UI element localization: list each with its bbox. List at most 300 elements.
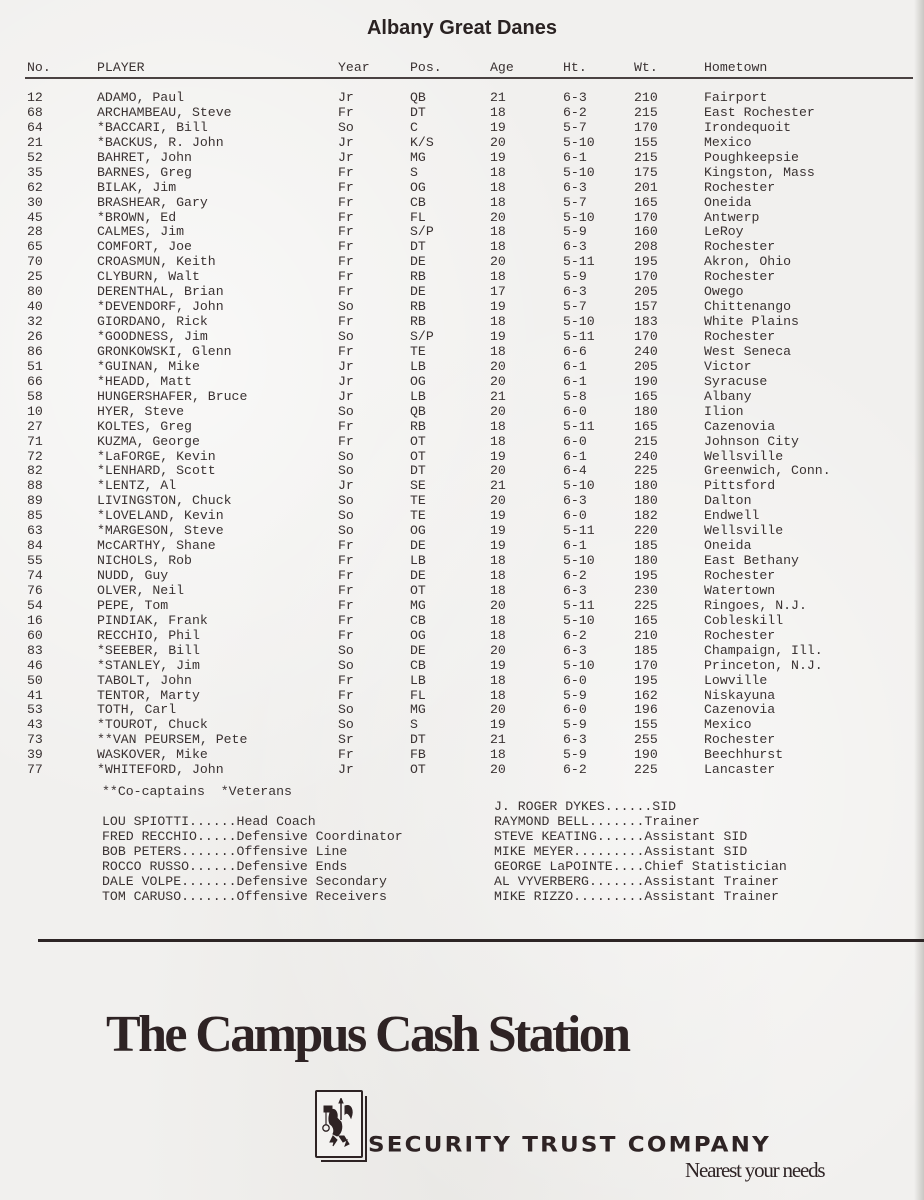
player-hometown: Lowville (704, 672, 768, 688)
player-number: 88 (27, 478, 43, 494)
player-number: 82 (27, 463, 43, 479)
player-name: CALMES, Jim (97, 224, 185, 240)
player-hometown: West Seneca (704, 343, 792, 359)
player-position: TE (410, 493, 426, 509)
player-position: LB (410, 553, 426, 569)
table-row (0, 538, 924, 553)
staff-entry: AL VYVERBERG.......Assistant Trainer (494, 874, 779, 889)
player-position: LB (410, 672, 426, 688)
player-position: DE (410, 254, 426, 270)
player-year: Fr (338, 269, 354, 285)
player-weight: 183 (634, 314, 658, 330)
player-height: 5-10 (563, 209, 595, 225)
player-hometown: Rochester (704, 568, 776, 583)
player-name: *LOVELAND, Kevin (97, 508, 224, 524)
company-name: SECURITY TRUST COMPANY (368, 1133, 771, 1157)
player-position: QB (410, 90, 426, 105)
table-row (0, 747, 924, 762)
player-age: 20 (490, 358, 506, 374)
player-hometown: Rochester (704, 179, 776, 195)
player-weight: 240 (634, 448, 658, 464)
player-name: RECCHIO, Phil (97, 627, 200, 643)
player-year: So (338, 523, 354, 539)
player-number: 84 (27, 538, 43, 554)
player-number: 68 (27, 104, 43, 120)
player-number: 35 (27, 164, 43, 180)
roster-legend: **Co-captains *Veterans (102, 784, 292, 799)
player-weight: 165 (634, 194, 658, 210)
player-number: 66 (27, 373, 43, 389)
player-weight: 195 (634, 568, 658, 583)
player-weight: 170 (634, 657, 658, 673)
player-age: 21 (490, 478, 506, 494)
player-age: 18 (490, 747, 506, 763)
player-hometown: Greenwich, Conn. (704, 463, 831, 479)
player-name: HYER, Steve (97, 403, 185, 419)
player-height: 6-1 (563, 149, 587, 165)
player-weight: 195 (634, 672, 658, 688)
player-weight: 225 (634, 597, 658, 613)
player-number: 45 (27, 209, 43, 225)
table-row (0, 135, 924, 150)
ad-headline: The Campus Cash Station (106, 1006, 629, 1063)
player-hometown: Albany (704, 388, 752, 404)
player-year: Fr (338, 254, 354, 270)
player-name: ADAMO, Paul (97, 90, 185, 105)
player-position: LB (410, 388, 426, 404)
player-weight: 225 (634, 762, 658, 778)
player-year: Fr (338, 582, 354, 598)
player-name: TABOLT, John (97, 672, 192, 688)
player-position: CB (410, 194, 426, 210)
player-hometown: Lancaster (704, 762, 776, 778)
player-year: Fr (338, 687, 354, 703)
player-age: 19 (490, 149, 506, 165)
player-height: 6-3 (563, 239, 587, 255)
player-height: 5-9 (563, 687, 587, 703)
player-hometown: White Plains (704, 314, 799, 330)
player-weight: 175 (634, 164, 658, 180)
player-name: PINDIAK, Frank (97, 612, 208, 628)
player-hometown: Owego (704, 284, 744, 300)
table-row (0, 254, 924, 269)
player-year: So (338, 508, 354, 524)
player-age: 18 (490, 553, 506, 569)
player-number: 83 (27, 642, 43, 658)
header-hometown: Hometown (704, 60, 768, 75)
player-name: McCARTHY, Shane (97, 538, 216, 554)
player-year: Jr (338, 478, 354, 494)
player-hometown: Syracuse (704, 373, 768, 389)
player-name: *MARGESON, Steve (97, 523, 224, 539)
player-hometown: Antwerp (704, 209, 760, 225)
player-weight: 180 (634, 478, 658, 494)
player-number: 72 (27, 448, 43, 464)
player-position: MG (410, 149, 426, 165)
player-position: OG (410, 179, 426, 195)
player-height: 6-0 (563, 702, 587, 718)
table-row (0, 150, 924, 165)
table-row (0, 449, 924, 464)
player-number: 32 (27, 314, 43, 330)
table-row (0, 553, 924, 568)
player-year: Fr (338, 164, 354, 180)
table-row (0, 583, 924, 598)
section-divider (38, 939, 924, 942)
player-hometown: Oneida (704, 194, 752, 210)
player-hometown: Poughkeepsie (704, 149, 799, 165)
table-row (0, 673, 924, 688)
player-age: 19 (490, 508, 506, 524)
player-age: 19 (490, 538, 506, 554)
table-row (0, 762, 924, 777)
table-row (0, 613, 924, 628)
player-height: 5-7 (563, 299, 587, 315)
player-name: KOLTES, Greg (97, 418, 192, 434)
player-year: So (338, 702, 354, 718)
player-height: 6-1 (563, 538, 587, 554)
table-row (0, 434, 924, 449)
player-name: *LaFORGE, Kevin (97, 448, 216, 464)
header-pos: Pos. (410, 60, 442, 75)
player-year: So (338, 403, 354, 419)
roster-header (0, 60, 924, 76)
player-number: 76 (27, 582, 43, 598)
player-weight: 185 (634, 642, 658, 658)
player-height: 6-0 (563, 403, 587, 419)
player-year: Fr (338, 314, 354, 330)
header-ht: Ht. (563, 60, 587, 75)
player-age: 19 (490, 657, 506, 673)
player-number: 39 (27, 747, 43, 763)
company-tagline: Nearest your needs (685, 1158, 825, 1182)
player-weight: 201 (634, 179, 658, 195)
player-year: Fr (338, 612, 354, 628)
player-age: 18 (490, 582, 506, 598)
table-row (0, 717, 924, 732)
player-age: 20 (490, 702, 506, 718)
player-number: 74 (27, 568, 43, 583)
player-age: 19 (490, 329, 506, 344)
staff-entry: RAYMOND BELL.......Trainer (494, 814, 700, 829)
player-name: BRASHEAR, Gary (97, 194, 208, 210)
player-weight: 195 (634, 254, 658, 270)
player-number: 10 (27, 403, 43, 419)
player-height: 5-8 (563, 388, 587, 404)
player-weight: 215 (634, 433, 658, 449)
player-hometown: Mexico (704, 134, 752, 150)
player-name: BARNES, Greg (97, 164, 192, 180)
player-hometown: Rochester (704, 732, 776, 748)
player-age: 18 (490, 224, 506, 240)
player-year: Fr (338, 568, 354, 583)
player-weight: 190 (634, 373, 658, 389)
player-hometown: East Bethany (704, 553, 799, 569)
table-row (0, 493, 924, 508)
player-age: 18 (490, 269, 506, 285)
staff-entry: STEVE KEATING......Assistant SID (494, 829, 748, 844)
player-height: 5-11 (563, 597, 595, 613)
table-row (0, 523, 924, 538)
player-year: So (338, 329, 354, 344)
header-player: PLAYER (97, 60, 145, 75)
griffin-icon (321, 1098, 357, 1150)
player-hometown: Victor (704, 358, 752, 374)
player-name: COMFORT, Joe (97, 239, 192, 255)
player-weight: 180 (634, 493, 658, 509)
player-name: *BROWN, Ed (97, 209, 177, 225)
player-height: 5-11 (563, 329, 595, 344)
player-height: 5-10 (563, 612, 595, 628)
player-position: OT (410, 582, 426, 598)
player-weight: 157 (634, 299, 658, 315)
player-hometown: East Rochester (704, 104, 815, 120)
player-age: 18 (490, 627, 506, 643)
player-age: 19 (490, 299, 506, 315)
player-name: TOTH, Carl (97, 702, 177, 718)
player-year: Jr (338, 373, 354, 389)
player-weight: 160 (634, 224, 658, 240)
player-age: 20 (490, 642, 506, 658)
player-height: 6-3 (563, 284, 587, 300)
player-age: 21 (490, 388, 506, 404)
player-height: 5-9 (563, 269, 587, 285)
player-number: 80 (27, 284, 43, 300)
player-position: DE (410, 538, 426, 554)
staff-entry: MIKE RIZZO.........Assistant Trainer (494, 889, 779, 904)
player-number: 52 (27, 149, 43, 165)
player-weight: 162 (634, 687, 658, 703)
player-position: OT (410, 762, 426, 778)
player-height: 5-9 (563, 224, 587, 240)
player-name: ARCHAMBEAU, Steve (97, 104, 232, 120)
player-height: 6-1 (563, 448, 587, 464)
player-weight: 210 (634, 627, 658, 643)
player-weight: 165 (634, 388, 658, 404)
player-height: 6-3 (563, 493, 587, 509)
player-position: S/P (410, 224, 434, 240)
player-position: RB (410, 418, 426, 434)
player-number: 73 (27, 732, 43, 748)
player-weight: 170 (634, 119, 658, 135)
player-height: 6-4 (563, 463, 587, 479)
staff-entry: MIKE MEYER.........Assistant SID (494, 844, 748, 859)
header-no: No. (27, 60, 51, 75)
player-position: OT (410, 448, 426, 464)
player-name: LIVINGSTON, Chuck (97, 493, 232, 509)
player-height: 5-7 (563, 194, 587, 210)
player-hometown: Beechhurst (704, 747, 784, 763)
player-weight: 196 (634, 702, 658, 718)
player-height: 6-2 (563, 568, 587, 583)
player-hometown: Mexico (704, 717, 752, 733)
table-row (0, 90, 924, 105)
player-hometown: Wellsville (704, 523, 784, 539)
player-position: MG (410, 597, 426, 613)
table-row (0, 239, 924, 254)
player-hometown: Wellsville (704, 448, 784, 464)
player-number: 53 (27, 702, 43, 718)
staff-entry: GEORGE LaPOINTE....Chief Statistician (494, 859, 787, 874)
player-number: 26 (27, 329, 43, 344)
player-weight: 170 (634, 329, 658, 344)
table-row (0, 180, 924, 195)
coach-entry: BOB PETERS.......Offensive Line (102, 844, 348, 859)
player-name: NICHOLS, Rob (97, 553, 192, 569)
player-number: 16 (27, 612, 43, 628)
player-position: LB (410, 358, 426, 374)
player-number: 63 (27, 523, 43, 539)
player-year: Fr (338, 104, 354, 120)
player-height: 5-10 (563, 164, 595, 180)
player-height: 6-3 (563, 90, 587, 105)
player-weight: 208 (634, 239, 658, 255)
player-height: 6-0 (563, 508, 587, 524)
player-weight: 165 (634, 612, 658, 628)
player-name: GRONKOWSKI, Glenn (97, 343, 232, 359)
table-row (0, 643, 924, 658)
player-name: **VAN PEURSEM, Pete (97, 732, 248, 748)
coach-entry: ROCCO RUSSO......Defensive Ends (102, 859, 348, 874)
player-number: 64 (27, 119, 43, 135)
player-age: 20 (490, 493, 506, 509)
table-row (0, 269, 924, 284)
player-height: 5-10 (563, 314, 595, 330)
table-row (0, 210, 924, 225)
player-age: 17 (490, 284, 506, 300)
table-row (0, 299, 924, 314)
player-number: 89 (27, 493, 43, 509)
player-name: PEPE, Tom (97, 597, 169, 613)
player-number: 71 (27, 433, 43, 449)
player-name: CLYBURN, Walt (97, 269, 200, 285)
player-hometown: Cazenovia (704, 418, 776, 434)
player-name: *LENTZ, Al (97, 478, 177, 494)
player-height: 6-3 (563, 732, 587, 748)
player-hometown: Cobleskill (704, 612, 784, 628)
header-rule (25, 77, 913, 79)
player-weight: 255 (634, 732, 658, 748)
player-hometown: Fairport (704, 90, 768, 105)
player-weight: 215 (634, 104, 658, 120)
roster-table (0, 90, 924, 777)
player-name: *GOODNESS, Jim (97, 329, 208, 344)
player-year: Fr (338, 179, 354, 195)
player-name: *SEEBER, Bill (97, 642, 200, 658)
player-age: 19 (490, 523, 506, 539)
player-position: DT (410, 463, 426, 479)
table-row (0, 389, 924, 404)
player-year: So (338, 299, 354, 315)
player-weight: 170 (634, 209, 658, 225)
player-height: 5-10 (563, 657, 595, 673)
player-height: 5-11 (563, 523, 595, 539)
player-weight: 155 (634, 717, 658, 733)
table-row (0, 688, 924, 703)
table-row (0, 732, 924, 747)
player-age: 19 (490, 119, 506, 135)
player-position: K/S (410, 134, 434, 150)
table-row (0, 658, 924, 673)
player-year: So (338, 657, 354, 673)
player-number: 46 (27, 657, 43, 673)
player-name: *BACKUS, R. John (97, 134, 224, 150)
player-year: Jr (338, 358, 354, 374)
player-name: OLVER, Neil (97, 582, 185, 598)
player-height: 6-3 (563, 582, 587, 598)
player-weight: 165 (634, 418, 658, 434)
player-age: 20 (490, 209, 506, 225)
player-hometown: Kingston, Mass (704, 164, 815, 180)
coach-entry: DALE VOLPE.......Defensive Secondary (102, 874, 387, 889)
player-name: BILAK, Jim (97, 179, 177, 195)
player-position: S (410, 164, 418, 180)
player-position: TE (410, 508, 426, 524)
griffin-crest-icon (315, 1090, 363, 1158)
player-hometown: Irondequoit (704, 119, 792, 135)
player-position: OG (410, 373, 426, 389)
table-row (0, 568, 924, 583)
player-age: 18 (490, 433, 506, 449)
player-weight: 205 (634, 284, 658, 300)
player-hometown: Watertown (704, 582, 776, 598)
player-weight: 205 (634, 358, 658, 374)
player-age: 21 (490, 90, 506, 105)
player-year: Fr (338, 239, 354, 255)
player-number: 86 (27, 343, 43, 359)
player-height: 5-7 (563, 119, 587, 135)
player-number: 21 (27, 134, 43, 150)
player-hometown: Ringoes, N.J. (704, 597, 807, 613)
player-age: 20 (490, 254, 506, 270)
player-name: *TOUROT, Chuck (97, 717, 208, 733)
player-year: Fr (338, 627, 354, 643)
player-height: 5-11 (563, 418, 595, 434)
player-height: 5-10 (563, 553, 595, 569)
player-weight: 180 (634, 553, 658, 569)
player-height: 6-0 (563, 672, 587, 688)
player-number: 28 (27, 224, 43, 240)
player-position: MG (410, 702, 426, 718)
header-age: Age (490, 60, 514, 75)
player-weight: 210 (634, 90, 658, 105)
player-height: 5-9 (563, 717, 587, 733)
support-staff-list (494, 799, 787, 904)
table-row (0, 419, 924, 434)
player-hometown: Pittsford (704, 478, 776, 494)
player-hometown: Oneida (704, 538, 752, 554)
player-height: 5-10 (563, 478, 595, 494)
player-year: So (338, 448, 354, 464)
player-age: 18 (490, 612, 506, 628)
coach-entry: LOU SPIOTTI......Head Coach (102, 814, 316, 829)
player-year: Jr (338, 90, 354, 105)
player-age: 18 (490, 164, 506, 180)
player-weight: 155 (634, 134, 658, 150)
coaching-staff-list (102, 814, 403, 904)
table-row (0, 598, 924, 613)
player-hometown: Cazenovia (704, 702, 776, 718)
player-number: 41 (27, 687, 43, 703)
player-name: KUZMA, George (97, 433, 200, 449)
player-number: 70 (27, 254, 43, 270)
player-position: DE (410, 642, 426, 658)
player-year: Fr (338, 747, 354, 763)
table-row (0, 105, 924, 120)
player-position: CB (410, 612, 426, 628)
player-hometown: Rochester (704, 627, 776, 643)
player-position: DE (410, 568, 426, 583)
